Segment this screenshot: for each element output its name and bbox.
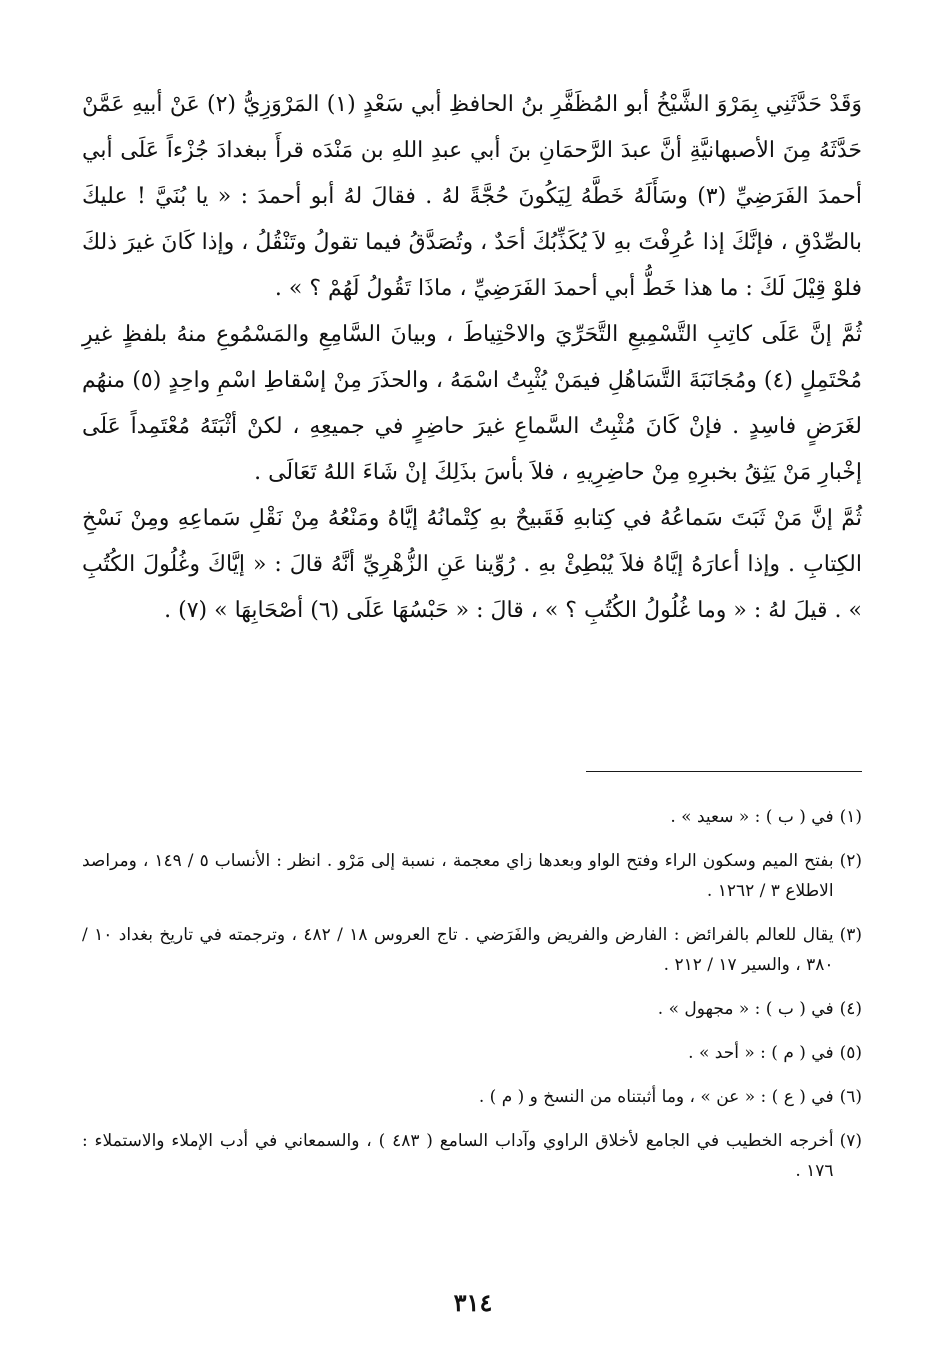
footnote-text: في ( ب ) : « مجهول » . [657, 999, 834, 1019]
footnote-number: (٤) [839, 999, 862, 1019]
paragraph-1: وَقَدْ حَدَّثَنِي بِمَرْوَ الشَّيْخُ أبو المُظَفَّرِ بنُ الحافظِ أبي سَعْدٍ (١) المَرْوَزِيُّ (٢) عَنْ أبيهِ عَمَّنْ حَدَّثَهُ مِنَ الأصبهانيَّةِ أنَّ عبدَ الرَّحمَانِ بنَ أبي عبدِ اللهِ بن مَنْدَه قرأَ ببغدادَ جُزْءاً عَلَى أبي أحمدَ الفَرَضِيِّ (٣) وسَأَلَهُ خَطَّهُ لِيَكُونَ حُجَّةً لهُ . فقالَ لهُ أبو أحمدَ : « يا بُنَيَّ ! عليكَ بالصِّدْقِ ، فإنَّكَ إذا عُرِفْتَ بهِ لاَ يُكَذِّبُكَ أحَدٌ ، وتُصَدَّقُ فيما تقولُ وتَنْقُلُ ، وإذا كَانَ غيرَ ذلكَ فلوْ قِيْلَ لَكَ : ما هذا خَطُّ أبي أحمدَ الفَرَضِيِّ ، ماذَا تَقُولُ لَهُمْ ؟ » . [81, 92, 862, 301]
footnote-number: (٣) [839, 925, 862, 945]
footnote-number: (٧) [839, 1131, 862, 1151]
footnote-text: أخرجه الخطيب في الجامع لأخلاق الراوي وآداب السامع ( ٤٨٣ ) ، والسمعاني في أدب الإملاء والاستملاء : ١٧٦ . [82, 1131, 834, 1181]
footnote-text: يقال للعالم بالفرائض : الفارض والفريض والفَرَضي . تاج العروس ١٨ / ٤٨٢ ، وترجمته في تاريخ بغداد ١٠ / ٣٨٠ ، والسير ١٧ / ٢١٢ . [82, 925, 834, 975]
footnote-text: في ( م ) : « أحد » . [688, 1043, 834, 1063]
footnote-6 [82, 1082, 862, 1112]
footnote-text: في ( ب ) : « سعيد » . [670, 807, 834, 827]
footnote-number: (٦) [839, 1087, 862, 1107]
footnote-number: (٢) [839, 851, 862, 871]
footnotes [82, 802, 862, 1200]
footnote-separator [586, 771, 862, 772]
paragraph-3: ثُمَّ إنَّ مَنْ ثَبَتَ سَماعُهُ في كِتابهِ فَقَبيحٌ بهِ كِتْمانُهُ إيَّاهُ ومَنْعُهُ مِنْ نَقْلِ سَماعِهِ ومِنْ نَسْخِ الكِتابِ . وإذا أعارَهُ إيَّاهُ فلاَ يُبْطِئْ بهِ . رُوِّينا عَنِ الزُّهْرِيِّ أنَّهُ قالَ : « إيَّاكَ وغُلُولَ الكُتُبِ » . قيلَ لهُ : « وما غُلُولُ الكُتُبِ ؟ » ، قالَ : « حَبْسُهَا عَلَى (٦) أصْحَابِهَا » (٧) . [82, 506, 863, 623]
footnote-5 [82, 1038, 862, 1068]
footnote-3 [82, 920, 862, 980]
footnote-text: في ( ع ) : « عن » ، وما أثبتناه من النسخ و ( م ) . [478, 1087, 834, 1107]
footnote-1 [82, 802, 862, 832]
footnote-4 [82, 994, 862, 1024]
page-number: ٣١٤ [453, 1288, 493, 1317]
footnote-7 [82, 1126, 862, 1186]
footnote-number: (٥) [839, 1043, 862, 1063]
main-text [82, 82, 862, 634]
paragraph-2: ثُمَّ إنَّ عَلَى كاتِبِ التَّسْمِيعِ التَّحَرِّيَ والاحْتِياطَ ، وبيانَ السَّامِعِ والمَسْمُوعِ منهُ بلفظٍ غيرِ مُحْتَمِلٍ (٤) ومُجَانَبَةَ التَّسَاهُلِ فيمَنْ يُثْبِتُ اسْمَهُ ، والحذَرَ مِنْ إسْقاطِ اسْمِ واحِدٍ (٥) منهُم لغَرَضٍ فاسِدٍ . فإنْ كَانَ مُثْبِتُ السَّماعِ غيرَ حاضِرٍ في جميعِهِ ، لكنْ أثْبَتَهُ مُعْتَمِداً عَلَى إخْبارِ مَنْ يَثِقُ بخبرِهِ مِنْ حاضِرِيهِ ، فلاَ بأسَ بذَلِكَ إنْ شَاءَ اللهُ تَعَالَى . [82, 322, 863, 485]
footnote-number: (١) [839, 807, 862, 827]
footnote-2 [82, 846, 862, 906]
footnote-text: بفتح الميم وسكون الراء وفتح الواو وبعدها زاي معجمة ، نسبة إلى مَرْو . انظر : الأنساب ٥ / ١٤٩ ، ومراصد الاطلاع ٣ / ١٢٦٢ . [82, 851, 834, 901]
